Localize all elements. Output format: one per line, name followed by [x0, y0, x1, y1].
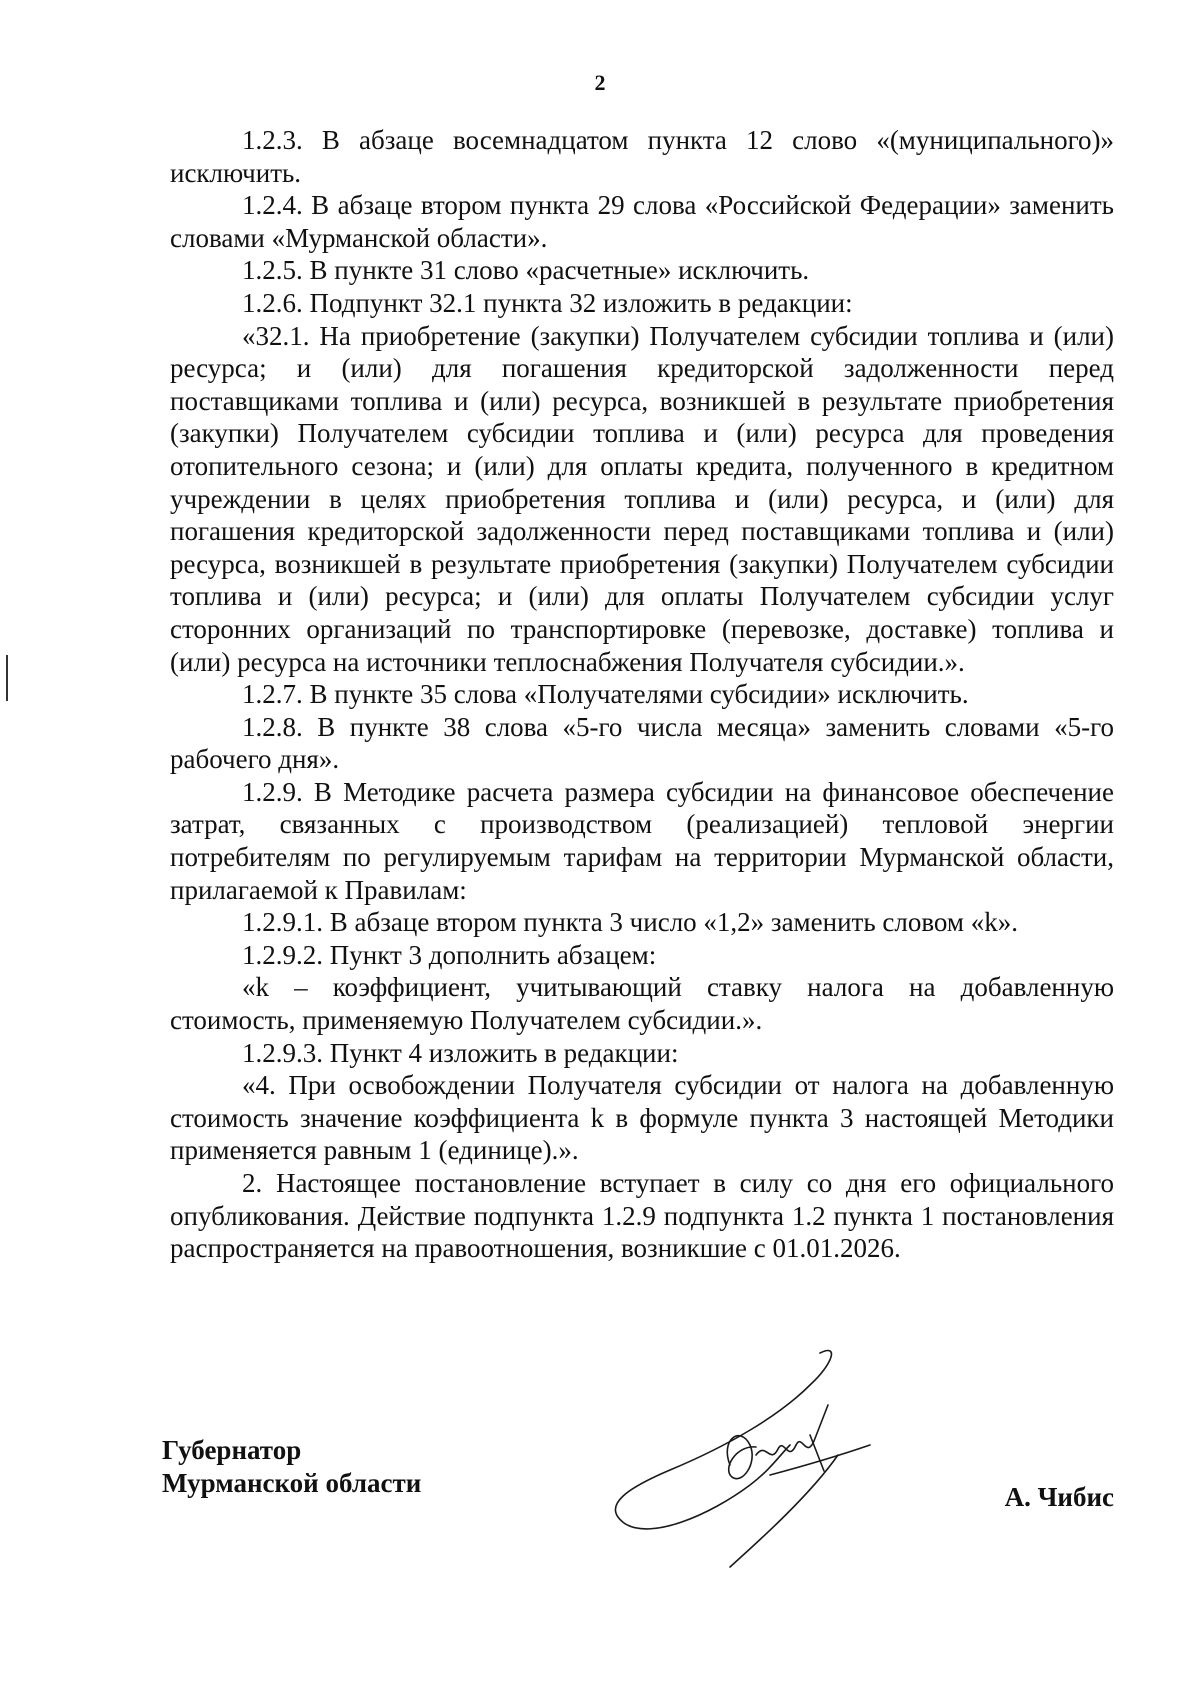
position-line-2: Мурманской области — [162, 1468, 422, 1498]
signature-position — [162, 1434, 421, 1500]
paragraph-1-2-7: 1.2.7. В пункте 35 слова «Получателями субсидии» исключить. — [242, 679, 969, 710]
paragraph-32-1-quote: «32.1. На приобретение (закупки) Получателем субсидии топлива и (или) ресурса; и (или) для погашения кредиторской задолженности перед поставщиками топлива и (или) ресурса, возникшей в результате приобретения (закупки) Получателем субсидии топлива и (или) ресурса для проведения отопительного сезона; и (или) для оплаты кредита, полученного в кредитном учреждении в целях приобретения топлива и (или) ресурса, и (или) для погашения кредиторской задолженности перед поставщиками топлива и (или) ресурса, возникшей в результате приобретения (закупки) Получателем субсидии топлива и (или) ресурса; и (или) для оплаты Получателем субсидии услуг сторонних организаций по транспортировке (перевозке, доставке) топлива и (или) ресурса на источники теплоснабжения Получателя субсидии.». — [170, 320, 1114, 677]
paragraph-2: 2. Настоящее постановление вступает в силу со дня его официального опубликования. Действие подпункта 1.2.9 подпункта 1.2 пункта 1 постановления распространяется на правоотношения, возникшие с 01.01.2026. — [170, 1168, 1114, 1264]
document-body — [170, 124, 1114, 1265]
signer-name: А. Чибис — [1004, 1482, 1114, 1512]
paragraph-1-2-9: 1.2.9. В Методике расчета размера субсидии на финансовое обеспечение затрат, связанных с производством (реализацией) тепловой энергии потребителям по регулируемым тарифам на территории Мурманской области, прилагаемой к Правилам: — [170, 776, 1114, 905]
paragraph-1-2-8: 1.2.8. В пункте 38 слова «5-го числа месяца» заменить словами «5-го рабочего дня». — [170, 711, 1114, 775]
paragraph-1-2-6: 1.2.6. Подпункт 32.1 пункта 32 изложить в редакции: — [242, 287, 853, 318]
handwritten-signature — [610, 1345, 910, 1575]
paragraph-1-2-3: 1.2.3. В абзаце восемнадцатом пункта 12 слово «(муниципального)» исключить. — [170, 125, 1114, 188]
page-number: 2 — [594, 70, 606, 95]
paragraph-k-quote: «k – коэффициент, учитывающий ставку налога на добавленную стоимость, применяемую Получателем субсидии.». — [170, 972, 1114, 1036]
margin-mark — [6, 655, 8, 701]
position-line-1: Губернатор — [162, 1435, 302, 1465]
paragraph-1-2-9-2: 1.2.9.2. Пункт 3 дополнить абзацем: — [242, 939, 657, 970]
paragraph-1-2-9-1: 1.2.9.1. В абзаце втором пункта 3 число «1,2» заменить словом «k». — [242, 907, 1018, 938]
paragraph-1-2-4: 1.2.4. В абзаце втором пункта 29 слова «Российской Федерации» заменить словами «Мурманской области». — [170, 190, 1114, 253]
paragraph-1-2-9-3: 1.2.9.3. Пункт 4 изложить в редакции: — [242, 1037, 679, 1068]
paragraph-1-2-5: 1.2.5. В пункте 31 слово «расчетные» исключить. — [242, 255, 810, 286]
paragraph-4-quote: «4. При освобождении Получателя субсидии от налога на добавленную стоимость значение коэффициента k в формуле пункта 3 настоящей Методики применяется равным 1 (единице).». — [170, 1070, 1114, 1166]
